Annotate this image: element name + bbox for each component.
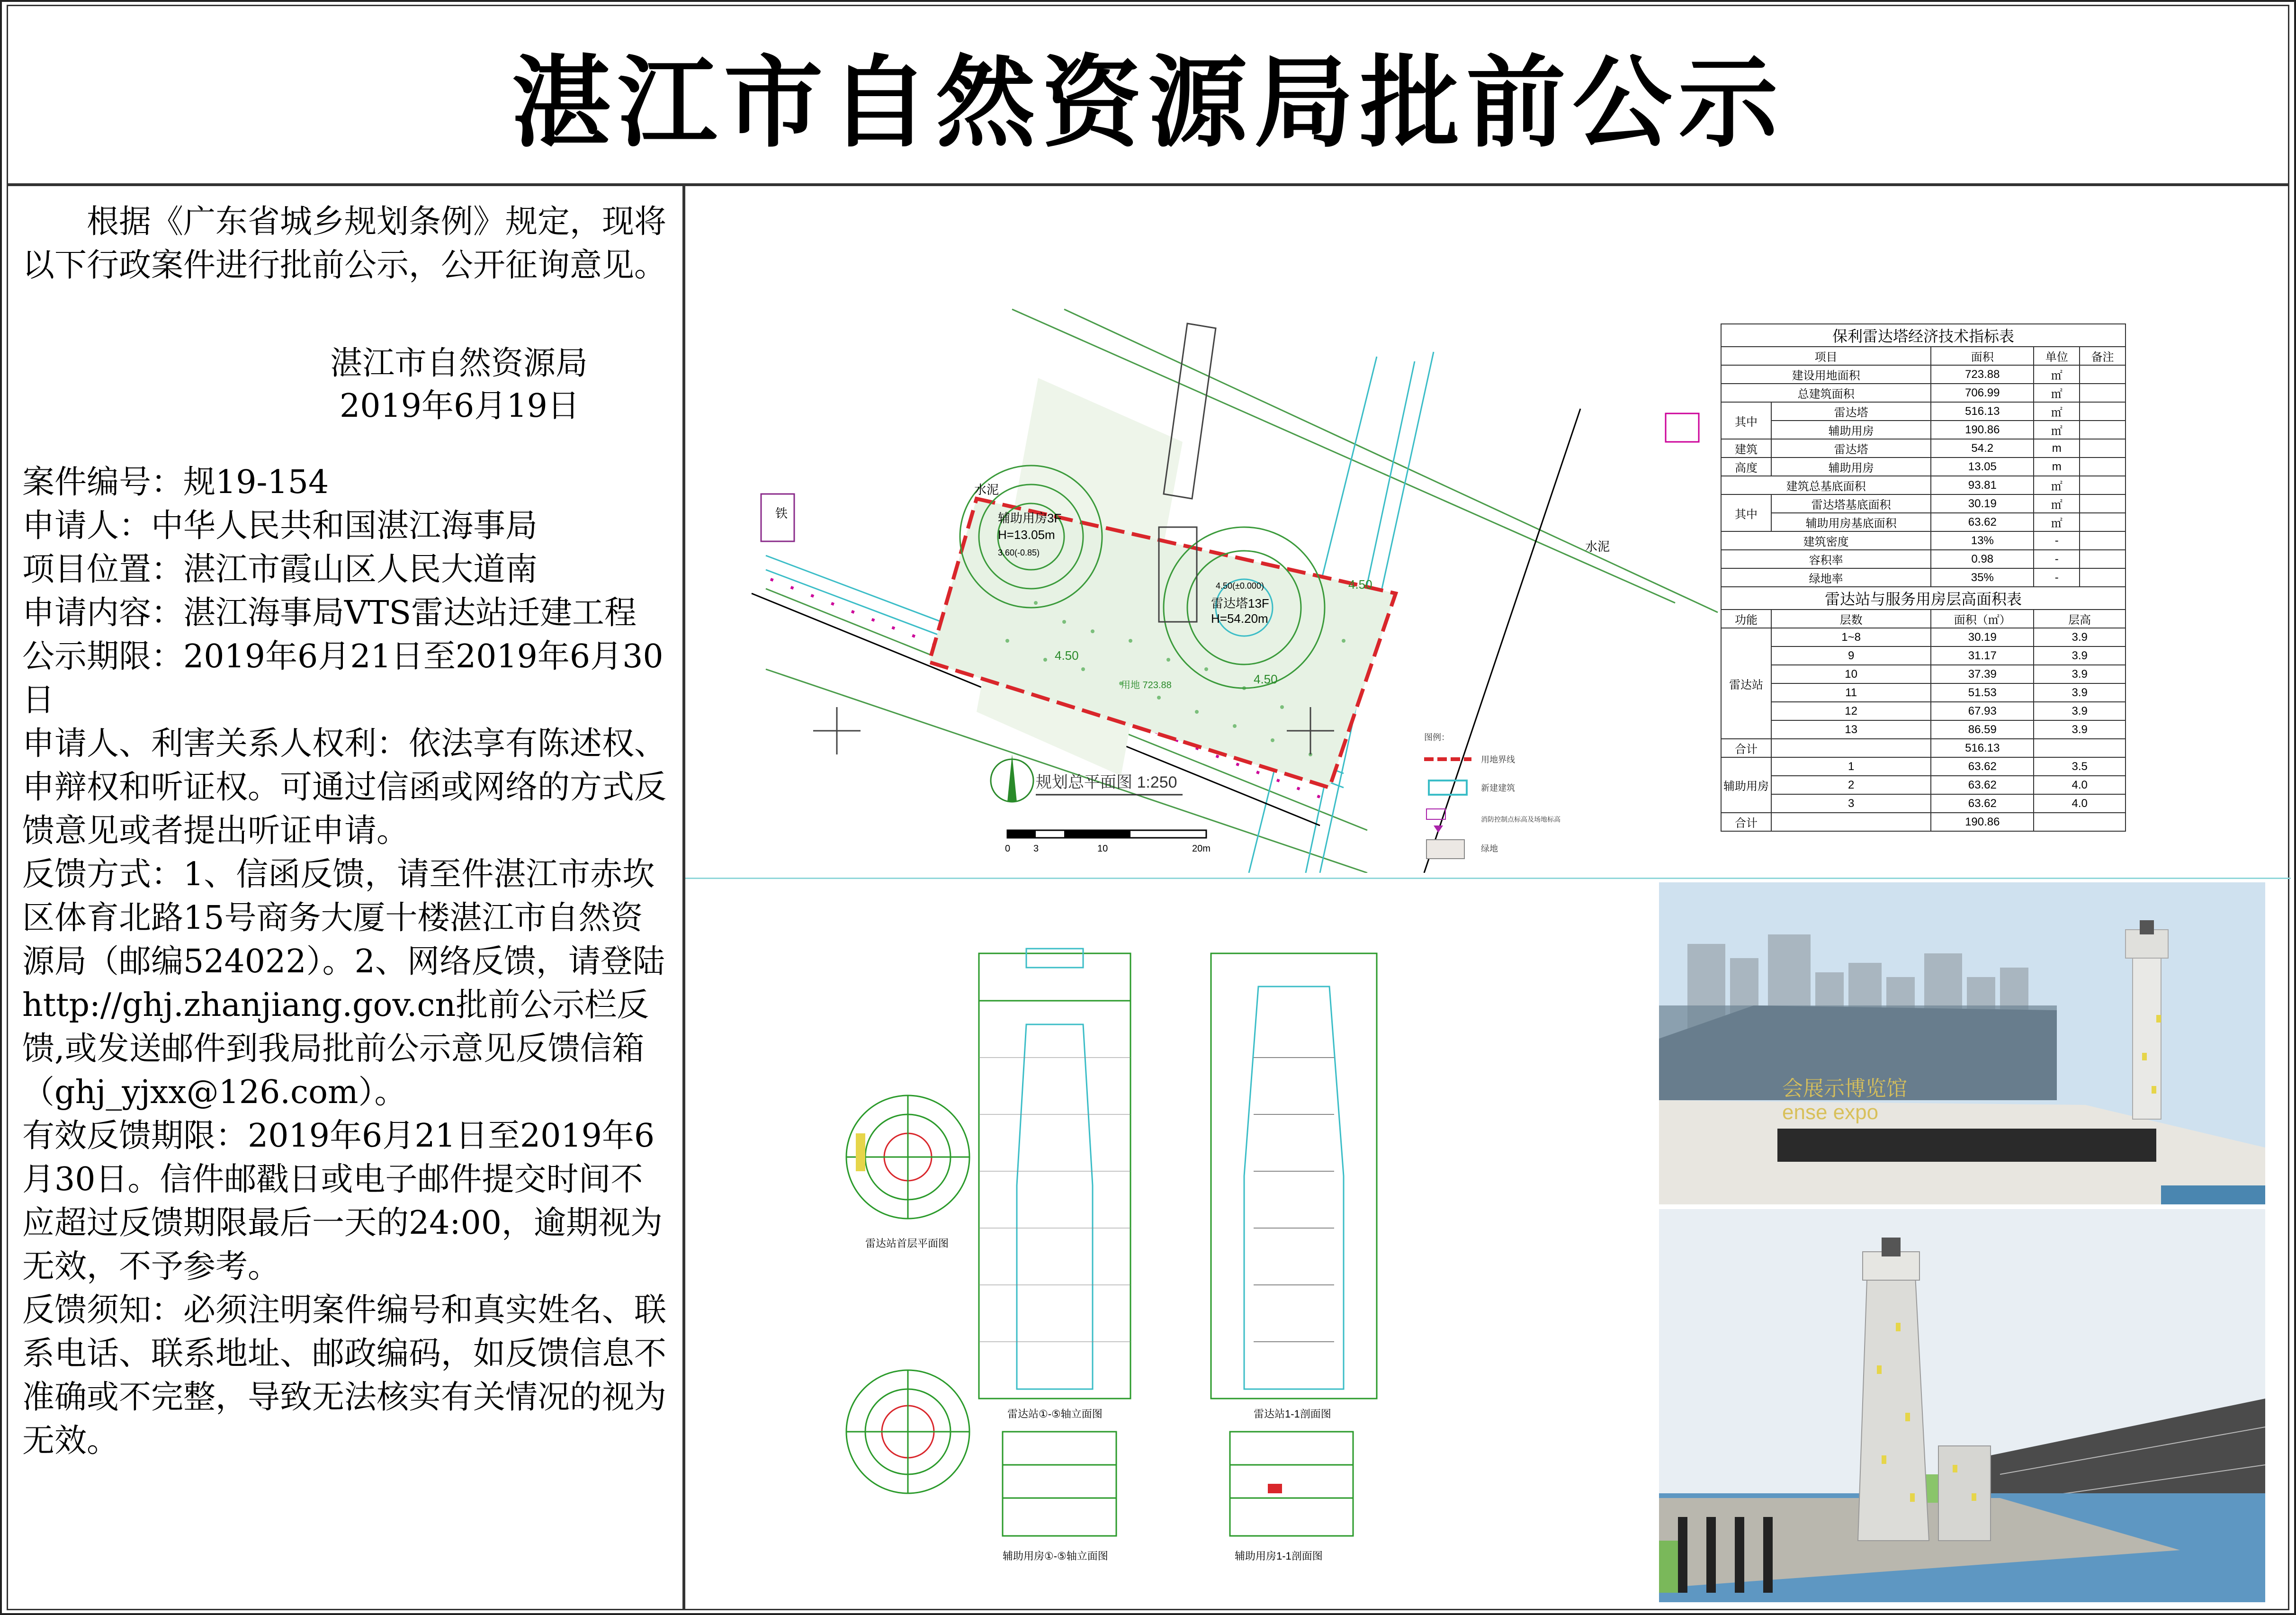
title-bar <box>7 5 2289 185</box>
drawing-area <box>684 185 2289 1610</box>
scale-3: 3 <box>1033 843 1039 854</box>
tower-level: 4.50(±0.000) <box>1216 581 1264 591</box>
index-table-panel <box>1721 323 2126 832</box>
aux-height: H=13.05m <box>998 528 1055 542</box>
feedback-method: 反馈方式：1、信函反馈，请至件湛江市赤坎区体育北路15号商务大厦十楼湛江市自然资源局（邮编524022）。2、网络反馈，请登陆http://ghj.zhanjiang.gov.cn批前公示栏反馈,或发送邮件到我局批前公示意见反馈信箱（ghj_yjxx@126.com）。 <box>22 856 665 1111</box>
site-plan-title: 规划总平面图 1:250 <box>1036 773 1177 791</box>
table-row: 建筑密度 13% - <box>1721 531 2126 550</box>
col-header: 项目 <box>1721 347 1931 365</box>
case-details <box>22 461 671 1463</box>
notice-date: 2019年6月19日 <box>340 387 580 425</box>
col-header: 单位 <box>2034 347 2080 365</box>
legend-title: 图例： <box>1424 733 1450 742</box>
notice-intro: 根据《广东省城乡规划条例》规定，现将以下行政案件进行批前公示，公开征询意见。 <box>22 203 667 284</box>
case-number: 案件编号：规19-154 <box>22 464 329 501</box>
rendering-top <box>1659 882 2265 1204</box>
table-row: 13 86.59 3.9 <box>1721 720 2126 739</box>
table-row: 3 63.62 4.0 <box>1721 794 2126 813</box>
architectural-drawings <box>827 892 1505 1593</box>
feedback-deadline: 有效反馈期限：2019年6月21日至2019年6月30日。信件邮戳日或电子邮件提交时间不应超过反馈期限最后一天的24:00，逾期视为无效，不予参考。 <box>22 1117 663 1285</box>
notice-period: 公示期限：2019年6月21日至2019年6月30日 <box>22 638 664 719</box>
index-table: 保利雷达塔经济技术指标表 项目 面积 单位 备注 建设用地面积 723.88 ㎡ 总建筑面积 706.99 ㎡ 其中 雷达塔 516.13 ㎡ 辅助用房 190.86 ㎡ 建筑 雷达塔 54.2 m 高度 辅助用房 13.05 m 建筑总基底面积 93.81 ㎡ 其中 雷达塔基底面积 30.19 ㎡ 辅助用房基底面积 63.62 ㎡ 建筑密度 13% - 容积率 0.98 - 绿地率 35% - 雷达站与服务用房层高面积表 功能 层数 面积（㎡） 层高 雷达站 1~8 30.19 3.9 9 31.17 3.9 10 37.39 3.9 11 51.53 3.9 12 67.93 3.9 13 86.59 3.9 合计 516.13 辅助用房 1 63.62 3.5 2 63.62 4.0 3 63.62 4.0 合计 190.86 <box>1721 323 2126 832</box>
area-note: 用地 723.88 <box>1121 680 1172 691</box>
table-row: 其中 雷达塔 516.13 ㎡ <box>1721 402 2126 421</box>
scale-0: 0 <box>1005 843 1011 854</box>
section-divider <box>685 878 2291 879</box>
table-row: 辅助用房基底面积 63.62 ㎡ <box>1721 513 2126 531</box>
table-row: 容积率 0.98 - <box>1721 550 2126 568</box>
scale-10: 10 <box>1097 843 1108 854</box>
table-row: 建筑总基底面积 93.81 ㎡ <box>1721 476 2126 494</box>
site-plan <box>704 215 1737 873</box>
legend-boundary: 用地界线 <box>1481 755 1515 764</box>
plan-caption: 雷达站首层平面图 <box>865 1238 949 1249</box>
col-header: 备注 <box>2080 347 2126 365</box>
table-row: 其中 雷达塔基底面积 30.19 ㎡ <box>1721 494 2126 513</box>
table-row: 合计 516.13 <box>1721 739 2126 757</box>
applicant: 申请人：中华人民共和国湛江海事局 <box>22 507 538 545</box>
aux-label: 辅助用房3F <box>998 511 1062 525</box>
aux-section-caption: 辅助用房1-1剖面图 <box>1235 1550 1323 1562</box>
table-row: 总建筑面积 706.99 ㎡ <box>1721 384 2126 402</box>
section-caption: 雷达站1-1剖面图 <box>1254 1408 1331 1420</box>
legend-elevation: 消防控制点标高及场地标高 <box>1481 816 1561 823</box>
table-row: 10 37.39 3.9 <box>1721 665 2126 683</box>
scale-20: 20m <box>1192 843 1211 854</box>
project-location: 项目位置：湛江市霞山区人民大道南 <box>22 551 538 588</box>
water-right: 水泥 <box>1585 539 1610 554</box>
table-row: 11 51.53 3.9 <box>1721 683 2126 702</box>
legend-building: 新建建筑 <box>1481 783 1515 793</box>
tower-height: H=54.20m <box>1211 611 1268 626</box>
index-table-caption: 保利雷达塔经济技术指标表 <box>1721 324 2126 347</box>
elevation-caption: 雷达站①-⑤轴立面图 <box>1007 1408 1103 1420</box>
table-row: 雷达站 1~8 30.19 3.9 <box>1721 628 2126 646</box>
table-row: 辅助用房 190.86 ㎡ <box>1721 421 2126 439</box>
table-row: 建设用地面积 723.88 ㎡ <box>1721 365 2126 384</box>
feedback-notes: 反馈须知：必须注明案件编号和真实姓名、联系电话、联系地址、邮政编码，如反馈信息不准确或不完整，导致无法核实有关情况的视为无效。 <box>22 1292 667 1460</box>
table-row: 9 31.17 3.9 <box>1721 646 2126 665</box>
rendering-bottom <box>1659 1209 2265 1602</box>
notice-org: 湛江市自然资源局 <box>330 345 588 382</box>
notice-intro-block <box>22 200 671 287</box>
notice-column <box>7 185 684 1610</box>
rights: 申请人、利害关系人权利：依法享有陈述权、申辩权和听证权。可通过信函或网络的方式反馈意见或者提出听证申请。 <box>22 725 667 850</box>
application-content: 申请内容：湛江海事局VTS雷达站迁建工程 <box>22 594 637 632</box>
table-row: 辅助用房 1 63.62 3.5 <box>1721 757 2126 776</box>
table-row: 绿地率 35% - <box>1721 568 2126 587</box>
page-title: 湛江市自然资源局批前公示 <box>511 44 1785 161</box>
aux-level: 3.60(-0.85) <box>998 548 1040 557</box>
elevation-1: 4.50 <box>1348 577 1372 592</box>
table-row: 合计 190.86 <box>1721 813 2126 831</box>
iron-label: 铁 <box>775 506 788 520</box>
tower-label: 雷达塔13F <box>1211 596 1269 610</box>
floor-table-caption: 雷达站与服务用房层高面积表 <box>1721 587 2126 610</box>
aux-elevation-caption: 辅助用房①-⑤轴立面图 <box>1003 1550 1108 1562</box>
elevation-2: 4.50 <box>1055 648 1079 663</box>
table-row: 高度 辅助用房 13.05 m <box>1721 458 2126 476</box>
legend-green: 绿地 <box>1481 844 1498 853</box>
water-left: 水泥 <box>974 483 999 497</box>
render-banner: 会展示博览馆 <box>1782 1077 1907 1100</box>
render-banner-en: ense expo <box>1782 1101 1879 1124</box>
col-header: 面积 <box>1931 347 2034 365</box>
table-row: 2 63.62 4.0 <box>1721 776 2126 794</box>
elevation-3: 4.50 <box>1254 672 1278 686</box>
table-row: 建筑 雷达塔 54.2 m <box>1721 439 2126 458</box>
table-row: 12 67.93 3.9 <box>1721 702 2126 720</box>
